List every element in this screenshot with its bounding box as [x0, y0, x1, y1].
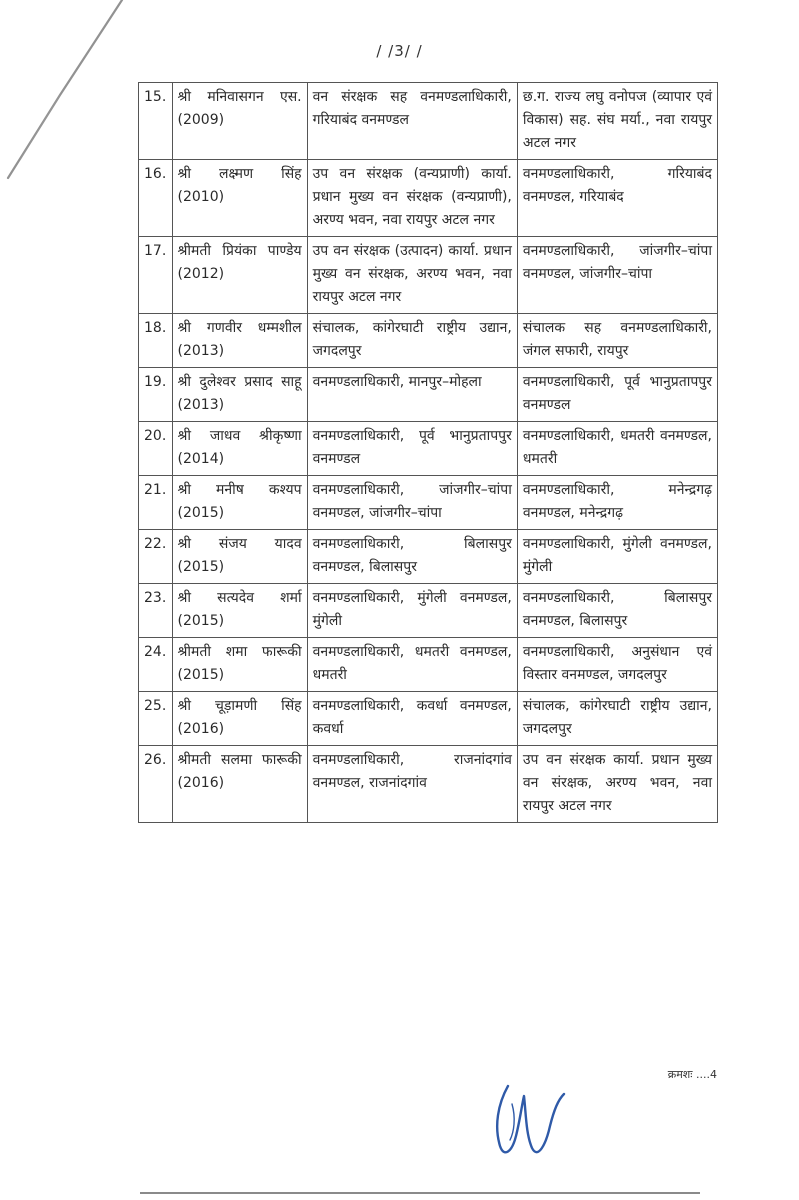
serial-number-cell: 25. [139, 692, 173, 746]
new-posting-cell: वनमण्डलाधिकारी, अनुसंधान एवं विस्तार वनमण्डल, जगदलपुर [517, 638, 717, 692]
serial-number-cell: 20. [139, 422, 173, 476]
table-row [139, 476, 718, 530]
table-body [139, 83, 718, 823]
current-posting-cell: वनमण्डलाधिकारी, मुंगेली वनमण्डल, मुंगेली [307, 584, 517, 638]
current-posting-cell: वनमण्डलाधिकारी, मानपुर–मोहला [307, 368, 517, 422]
serial-number-cell: 23. [139, 584, 173, 638]
page-number: / /3/ / [376, 42, 423, 60]
serial-number-cell: 18. [139, 314, 173, 368]
table-row [139, 368, 718, 422]
officer-name-cell: श्री सत्यदेव शर्मा (2015) [172, 584, 307, 638]
serial-number-cell: 26. [139, 746, 173, 823]
current-posting-cell: वनमण्डलाधिकारी, जांजगीर–चांपा वनमण्डल, जांजगीर–चांपा [307, 476, 517, 530]
pen-mark-decoration [0, 0, 130, 200]
officer-transfer-table [138, 82, 718, 823]
table-row [139, 83, 718, 160]
new-posting-cell: संचालक सह वनमण्डलाधिकारी, जंगल सफारी, रायपुर [517, 314, 717, 368]
officer-name-cell: श्री मनिवासगन एस. (2009) [172, 83, 307, 160]
officer-name-cell: श्री चूड़ामणी सिंह (2016) [172, 692, 307, 746]
serial-number-cell: 24. [139, 638, 173, 692]
new-posting-cell: उप वन संरक्षक कार्या. प्रधान मुख्य वन संरक्षक, अरण्य भवन, नवा रायपुर अटल नगर [517, 746, 717, 823]
current-posting-cell: वनमण्डलाधिकारी, कवर्धा वनमण्डल, कवर्धा [307, 692, 517, 746]
new-posting-cell: वनमण्डलाधिकारी, पूर्व भानुप्रतापपुर वनमण्डल [517, 368, 717, 422]
current-posting-cell: वनमण्डलाधिकारी, राजनांदगांव वनमण्डल, राजनांदगांव [307, 746, 517, 823]
officer-name-cell: श्रीमती सलमा फारूकी (2016) [172, 746, 307, 823]
new-posting-cell: वनमण्डलाधिकारी, मनेन्द्रगढ़ वनमण्डल, मनेन्द्रगढ़ [517, 476, 717, 530]
officer-name-cell: श्रीमती शमा फारूकी (2015) [172, 638, 307, 692]
current-posting-cell: संचालक, कांगेरघाटी राष्ट्रीय उद्यान, जगदलपुर [307, 314, 517, 368]
table-row [139, 422, 718, 476]
new-posting-cell: वनमण्डलाधिकारी, गरियाबंद वनमण्डल, गरियाबंद [517, 160, 717, 237]
serial-number-cell: 21. [139, 476, 173, 530]
table-row [139, 638, 718, 692]
continuation-note: क्रमशः ....4 [667, 1068, 717, 1081]
serial-number-cell: 22. [139, 530, 173, 584]
officer-name-cell: श्री जाधव श्रीकृष्णा (2014) [172, 422, 307, 476]
officer-name-cell: श्री दुलेश्वर प्रसाद साहू (2013) [172, 368, 307, 422]
table-row [139, 160, 718, 237]
table-row [139, 746, 718, 823]
current-posting-cell: वन संरक्षक सह वनमण्डलाधिकारी, गरियाबंद वनमण्डल [307, 83, 517, 160]
table-row [139, 692, 718, 746]
officer-name-cell: श्री मनीष कश्यप (2015) [172, 476, 307, 530]
table-row [139, 584, 718, 638]
current-posting-cell: वनमण्डलाधिकारी, धमतरी वनमण्डल, धमतरी [307, 638, 517, 692]
current-posting-cell: उप वन संरक्षक (उत्पादन) कार्या. प्रधान मुख्य वन संरक्षक, अरण्य भवन, नवा रायपुर अटल नगर [307, 237, 517, 314]
new-posting-cell: वनमण्डलाधिकारी, जांजगीर–चांपा वनमण्डल, जांजगीर–चांपा [517, 237, 717, 314]
serial-number-cell: 16. [139, 160, 173, 237]
current-posting-cell: उप वन संरक्षक (वन्यप्राणी) कार्या. प्रधान मुख्य वन संरक्षक (वन्यप्राणी), अरण्य भवन, नवा रायपुर अटल नगर [307, 160, 517, 237]
serial-number-cell: 15. [139, 83, 173, 160]
current-posting-cell: वनमण्डलाधिकारी, बिलासपुर वनमण्डल, बिलासपुर [307, 530, 517, 584]
signature-image [490, 1074, 570, 1164]
new-posting-cell: वनमण्डलाधिकारी, मुंगेली वनमण्डल, मुंगेली [517, 530, 717, 584]
footer-rule [140, 1192, 700, 1194]
officer-name-cell: श्रीमती प्रियंका पाण्डेय (2012) [172, 237, 307, 314]
serial-number-cell: 19. [139, 368, 173, 422]
new-posting-cell: वनमण्डलाधिकारी, धमतरी वनमण्डल, धमतरी [517, 422, 717, 476]
current-posting-cell: वनमण्डलाधिकारी, पूर्व भानुप्रतापपुर वनमण्डल [307, 422, 517, 476]
new-posting-cell: वनमण्डलाधिकारी, बिलासपुर वनमण्डल, बिलासपुर [517, 584, 717, 638]
officer-name-cell: श्री संजय यादव (2015) [172, 530, 307, 584]
table-row [139, 314, 718, 368]
officer-name-cell: श्री गणवीर धम्मशील (2013) [172, 314, 307, 368]
officer-name-cell: श्री लक्ष्मण सिंह (2010) [172, 160, 307, 237]
serial-number-cell: 17. [139, 237, 173, 314]
new-posting-cell: छ.ग. राज्य लघु वनोपज (व्यापार एवं विकास) सह. संघ मर्या., नवा रायपुर अटल नगर [517, 83, 717, 160]
new-posting-cell: संचालक, कांगेरघाटी राष्ट्रीय उद्यान, जगदलपुर [517, 692, 717, 746]
table-row [139, 530, 718, 584]
table-row [139, 237, 718, 314]
